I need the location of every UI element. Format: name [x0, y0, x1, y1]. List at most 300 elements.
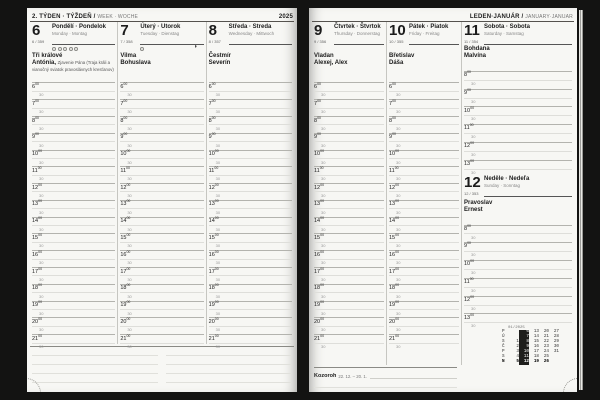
time-slot-8-30: 30 — [314, 117, 384, 125]
mini-calendar-day: 16 — [533, 344, 539, 350]
time-slot-21-00: $21^{00}$ — [120, 327, 203, 335]
time-slot-13-30: 30 — [314, 201, 384, 209]
school-holiday-marks — [140, 47, 144, 51]
time-slot-21-30: 30 — [209, 335, 292, 343]
nameday-sk: Dáša — [389, 60, 404, 66]
mini-calendar-day: 20 — [543, 329, 549, 335]
holiday-circle-mark — [52, 47, 56, 51]
day-of-year: 12 / 353 — [464, 190, 479, 196]
mini-calendar-row: N 5 12 19 26 — [502, 360, 568, 365]
nameday-block — [389, 53, 459, 74]
holiday-circle-mark — [140, 47, 144, 51]
mini-calendar-day: 29 — [553, 339, 559, 345]
mini-calendar-day: 12 — [519, 360, 529, 365]
time-slot-9-00: $9^{00}$ — [464, 234, 572, 243]
day-number: 8 — [208, 22, 217, 39]
notes-lines-left — [32, 347, 158, 383]
holiday-circle-mark — [63, 47, 67, 51]
day-of-year: 6 / 359 — [32, 39, 45, 44]
time-slot-9-30: 30 — [464, 90, 572, 99]
mini-calendar-row: P 3 10 17 24 31 — [502, 349, 559, 354]
day-name-en-de: Saturday · Samstag — [484, 31, 524, 36]
time-slot-18-00: $18^{00}$ — [209, 276, 292, 284]
time-slot-21-30: 30 — [389, 335, 459, 343]
time-slot-13-00: $13^{00}$ — [209, 192, 292, 200]
time-slot-7-30: 30 — [314, 100, 384, 108]
time-slot-21-00: $21^{00}$ — [314, 327, 384, 335]
time-slot-17-30: 30 — [389, 268, 459, 276]
day-name-cs-sk: Neděle · Nedeľa — [484, 175, 530, 182]
time-slot-10-30: 30 — [120, 151, 203, 159]
month-label: LEDEN·JANUÁR / JANUARY·JANUAR — [469, 14, 573, 20]
mini-calendar-day: 13 — [533, 329, 539, 335]
mini-calendar-row: Ú 7 14 21 28 — [502, 334, 559, 340]
nameday-cz: Vilma — [120, 53, 137, 59]
mini-calendar-day: 6 — [519, 330, 529, 335]
time-slot-11-30: 30 — [464, 279, 572, 288]
right-page-header — [309, 8, 577, 21]
time-slot-17-00: $17^{00}$ — [389, 260, 459, 268]
week-label: 2. TÝDEN · TÝŽDEŇ / WEEK · WOCHE — [32, 14, 139, 20]
time-slot-10-30: 30 — [32, 151, 115, 159]
mini-calendar-grid — [502, 330, 568, 364]
time-slot-16-30: 30 — [120, 251, 203, 259]
time-slot-19-30: 30 — [32, 302, 115, 310]
time-slot-15-30: 30 — [120, 234, 203, 242]
mini-calendar-day: 11 — [519, 355, 529, 360]
mini-calendar-day: 3 — [516, 349, 519, 354]
time-slot-19-30: 30 — [120, 302, 203, 310]
time-slot-11-00: $11^{00}$ — [314, 159, 384, 167]
time-slot-14-00: $14^{00}$ — [314, 209, 384, 217]
day-name-cs-sk: Čtvrtek · Štvrtok — [334, 24, 381, 30]
time-slot-12-30: 30 — [314, 184, 384, 192]
time-slot-15-00: $15^{00}$ — [209, 226, 292, 234]
time-slot-18-30: 30 — [314, 285, 384, 293]
time-slot-19-30: 30 — [314, 302, 384, 310]
day-name-cs-sk: Pátek · Piatok — [409, 24, 449, 30]
mini-calendar-day: 24 — [543, 349, 549, 354]
mini-calendar-day: 5 — [516, 358, 519, 364]
day-of-year: 11 / 354 — [464, 39, 479, 44]
time-slot-8-30: 30 — [464, 226, 572, 235]
day-header — [32, 23, 115, 45]
time-slot-10-00: $10^{00}$ — [464, 99, 572, 108]
time-slot-7-00: $7^{00}$ — [120, 92, 203, 100]
time-slot-15-00: $15^{00}$ — [389, 226, 459, 234]
holiday-circle-mark — [69, 47, 73, 51]
time-grid — [314, 75, 384, 350]
day-header — [120, 23, 203, 45]
time-slot-11-30: 30 — [464, 125, 572, 134]
time-slot-10-00: $10^{00}$ — [389, 142, 459, 150]
time-slot-11-00: $11^{00}$ — [209, 159, 292, 167]
day-column-wednesday — [207, 22, 294, 350]
time-slot-17-30: 30 — [209, 268, 292, 276]
time-slot-16-30: 30 — [32, 251, 115, 259]
time-slot-13-00: $13^{00}$ — [389, 192, 459, 200]
mini-calendar-day: 22 — [543, 339, 549, 345]
holiday-name-cz: Tři králové — [32, 53, 63, 59]
day-name-cs-sk: Úterý · Utorok — [140, 24, 181, 30]
time-slot-20-00: $20^{00}$ — [120, 310, 203, 318]
time-slot-13-30: 30 — [209, 201, 292, 209]
day-name-cs-sk: Sobota · Sobota — [484, 24, 530, 30]
time-slot-13-00: $13^{00}$ — [120, 192, 203, 200]
time-slot-13-30: 30 — [120, 201, 203, 209]
time-slot-13-00: $13^{00}$ — [32, 192, 115, 200]
time-slot-11-30: 30 — [209, 167, 292, 175]
time-slot-17-00: $17^{00}$ — [209, 260, 292, 268]
time-slot-9-00: $9^{00}$ — [389, 125, 459, 133]
time-slot-15-30: 30 — [389, 234, 459, 242]
time-slot-10-30: 30 — [209, 151, 292, 159]
day-of-year: 7 / 358 — [120, 39, 133, 44]
time-slot-14-00: $14^{00}$ — [32, 209, 115, 217]
left-columns — [30, 21, 294, 350]
nameday-cz: Vladan — [314, 53, 334, 59]
time-slot-15-00: $15^{00}$ — [32, 226, 115, 234]
nameday-sk: Ernest — [464, 206, 483, 213]
day-name-cs-sk: Pondělí · Pondelok — [52, 24, 107, 30]
time-slot-12-00: $12^{00}$ — [464, 134, 572, 143]
mini-calendar-row: P 6 13 20 27 — [502, 329, 559, 335]
mini-calendar-day: 18 — [533, 353, 539, 359]
left-page — [27, 8, 297, 392]
mini-calendar-empty — [549, 360, 559, 365]
time-slot-10-00: $10^{00}$ — [120, 142, 203, 150]
time-slot-17-30: 30 — [32, 268, 115, 276]
time-slot-8-00: $8^{00}$ — [464, 217, 572, 226]
time-slot-8-00: $8^{00}$ — [389, 109, 459, 117]
time-grid — [120, 75, 203, 350]
time-slot-19-30: 30 — [389, 302, 459, 310]
right-page — [309, 8, 577, 392]
time-slot-11-30: 30 — [314, 167, 384, 175]
time-slot-20-00: $20^{00}$ — [32, 310, 115, 318]
time-slot-18-30: 30 — [389, 285, 459, 293]
time-slot-10-30: 30 — [389, 151, 459, 159]
time-slot-18-00: $18^{00}$ — [32, 276, 115, 284]
day-number: 6 — [32, 22, 41, 39]
tear-off-corner-mark — [563, 378, 577, 392]
day-number: 10 — [389, 22, 406, 39]
time-slot-18-30: 30 — [209, 285, 292, 293]
day-name-en-de: Monday · Montag — [52, 31, 88, 36]
time-slot-8-30: 30 — [389, 117, 459, 125]
time-slot-16-30: 30 — [209, 251, 292, 259]
nameday-sk: Antónia, — [32, 60, 56, 66]
time-slot-15-30: 30 — [32, 234, 115, 242]
day-header-sunday — [464, 175, 572, 197]
time-slot-14-30: 30 — [120, 218, 203, 226]
time-slot-8-30: 30 — [209, 117, 292, 125]
time-slot-9-00: $9^{00}$ — [464, 81, 572, 90]
day-of-year: 9 / 356 — [314, 39, 327, 44]
time-slot-16-30: 30 — [314, 251, 384, 259]
left-page-header — [27, 8, 297, 21]
mini-calendar-title: 01/2025 — [508, 326, 525, 331]
day-number: 11 — [464, 22, 480, 39]
time-slot-6-00: $6^{00}$ — [120, 75, 203, 83]
time-slot-9-00: $9^{00}$ — [32, 125, 115, 133]
holiday-note-sk: Zjavenie Pána (Traja králi a vianočný sviatok pravoslávnych kresťanov) — [32, 60, 114, 72]
notes-lines-right — [166, 347, 292, 383]
time-slot-20-30: 30 — [314, 318, 384, 326]
time-slot-8-00: $8^{00}$ — [314, 109, 384, 117]
day-name-cs-sk: Středa · Streda — [228, 24, 272, 30]
right-columns — [312, 21, 574, 379]
time-slot-9-30: 30 — [209, 134, 292, 142]
time-slot-16-00: $16^{00}$ — [389, 243, 459, 251]
time-slot-7-00: $7^{00}$ — [389, 92, 459, 100]
holiday-circle-mark — [58, 47, 62, 51]
time-slot-6-00: $6^{00}$ — [314, 75, 384, 83]
mini-calendar-day: 31 — [553, 349, 559, 354]
time-slot-16-00: $16^{00}$ — [314, 243, 384, 251]
time-slot-8-30: 30 — [120, 117, 203, 125]
time-slot-12-00: $12^{00}$ — [389, 176, 459, 184]
day-column-thursday — [312, 22, 387, 379]
time-slot-12-00: $12^{00}$ — [209, 176, 292, 184]
time-slot-19-00: $19^{00}$ — [32, 293, 115, 301]
time-slot-21-00: $21^{00}$ — [209, 327, 292, 335]
day-header-saturday — [464, 23, 572, 45]
nameday-cz: Bohdana — [464, 46, 490, 52]
time-slot-9-30: 30 — [389, 134, 459, 142]
time-slot-7-30: 30 — [32, 100, 115, 108]
time-slot-19-00: $19^{00}$ — [209, 293, 292, 301]
mini-calendar-day: 23 — [543, 344, 549, 350]
mini-calendar-day: 2 — [516, 344, 519, 350]
day-of-year: 10 / 355 — [389, 39, 404, 44]
nameday-sk: Bohuslava — [120, 60, 151, 66]
mini-month-calendar — [502, 326, 568, 364]
left-notes-section — [30, 346, 294, 383]
nameday-block — [464, 46, 572, 62]
time-slot-13-30: 30 — [389, 201, 459, 209]
time-slot-16-00: $16^{00}$ — [209, 243, 292, 251]
day-number: 9 — [314, 22, 323, 39]
time-slot-21-00: $21^{00}$ — [32, 327, 115, 335]
mini-calendar-day: 10 — [519, 350, 529, 355]
day-column-weekend — [462, 22, 574, 365]
time-slot-9-00: $9^{00}$ — [314, 125, 384, 133]
mini-calendar-day: 4 — [516, 353, 519, 359]
mini-calendar-day: 15 — [533, 339, 539, 345]
nameday-cz: Čestmír — [208, 53, 231, 59]
time-slot-6-30: 30 — [120, 83, 203, 91]
school-holiday-marks — [52, 47, 78, 51]
time-slot-13-30: 30 — [32, 201, 115, 209]
time-slot-20-00: $20^{00}$ — [314, 310, 384, 318]
nameday-sk: Severín — [208, 60, 231, 66]
time-grid — [32, 75, 115, 350]
zodiac-dates: 22. 12. – 20. 1. — [338, 373, 367, 379]
time-slot-21-30: 30 — [314, 335, 384, 343]
time-slot-17-00: $17^{00}$ — [32, 260, 115, 268]
time-slot-7-30: 30 — [120, 100, 203, 108]
time-slot-17-30: 30 — [314, 268, 384, 276]
time-slot-9-30: 30 — [120, 134, 203, 142]
time-slot-10-00: $10^{00}$ — [209, 142, 292, 150]
time-slot-17-00: $17^{00}$ — [314, 260, 384, 268]
mini-calendar-day: 1 — [516, 339, 519, 345]
time-slot-19-00: $19^{00}$ — [120, 293, 203, 301]
time-slot-6-30: 30 — [209, 83, 292, 91]
time-slot-9-30: 30 — [314, 134, 384, 142]
time-slot-12-30: 30 — [209, 184, 292, 192]
time-slot-9-00: $9^{00}$ — [209, 125, 292, 133]
time-slot-7-00: $7^{00}$ — [32, 92, 115, 100]
day-number: 12 — [464, 173, 481, 191]
time-grid — [389, 75, 459, 350]
day-name-en-de: Friday · Freitag — [409, 31, 440, 36]
year-label: 2025 — [278, 14, 293, 20]
mini-calendar-row: S 4 11 18 25 — [502, 355, 568, 360]
time-slot-20-30: 30 — [32, 318, 115, 326]
time-slot-7-00: $7^{00}$ — [314, 92, 384, 100]
time-slot-16-00: $16^{00}$ — [120, 243, 203, 251]
day-of-year: 8 / 357 — [208, 39, 221, 44]
time-slot-20-00: $20^{00}$ — [389, 310, 459, 318]
mini-calendar-row: S 1 8 15 22 29 — [502, 339, 559, 345]
time-slot-14-30: 30 — [314, 218, 384, 226]
time-slot-20-00: $20^{00}$ — [209, 310, 292, 318]
time-slot-10-30: 30 — [464, 107, 572, 116]
day-name-en-de: Tuesday · Dienstag — [140, 31, 180, 36]
mini-calendar-day: 7 — [519, 335, 529, 340]
time-slot-14-00: $14^{00}$ — [120, 209, 203, 217]
time-slot-18-00: $18^{00}$ — [314, 276, 384, 284]
time-slot-18-00: $18^{00}$ — [120, 276, 203, 284]
time-slot-12-30: 30 — [32, 184, 115, 192]
time-slot-18-30: 30 — [120, 285, 203, 293]
time-slot-15-00: $15^{00}$ — [314, 226, 384, 234]
day-column-monday — [30, 22, 118, 350]
day-column-friday — [387, 22, 462, 365]
time-slot-11-00: $11^{00}$ — [389, 159, 459, 167]
time-slot-11-30: 30 — [389, 167, 459, 175]
time-slot-8-00: $8^{00}$ — [209, 109, 292, 117]
nameday-block — [314, 53, 384, 74]
time-slot-11-00: $11^{00}$ — [120, 159, 203, 167]
time-slot-19-00: $19^{00}$ — [389, 293, 459, 301]
time-slot-20-30: 30 — [120, 318, 203, 326]
time-slot-14-30: 30 — [389, 218, 459, 226]
mini-calendar-day: 17 — [533, 349, 539, 354]
nameday-cz: Břetislav — [389, 53, 415, 59]
time-slot-21-00: $21^{00}$ — [389, 327, 459, 335]
nameday-block — [464, 200, 572, 216]
day-header — [389, 23, 459, 45]
time-slot-10-00: $10^{00}$ — [32, 142, 115, 150]
time-slot-9-30: 30 — [32, 134, 115, 142]
mini-calendar-row: Č 2 9 16 23 30 — [502, 344, 559, 350]
time-slot-7-30: 30 — [389, 100, 459, 108]
time-slot-10-00: $10^{00}$ — [464, 252, 572, 261]
time-slot-6-00: $6^{00}$ — [389, 75, 459, 83]
time-slot-13-00: $13^{00}$ — [314, 192, 384, 200]
time-slot-12-30: 30 — [120, 184, 203, 192]
time-slot-7-30: 30 — [209, 100, 292, 108]
time-slot-9-00: $9^{00}$ — [120, 125, 203, 133]
nameday-block — [32, 53, 115, 74]
zodiac-section — [314, 367, 457, 392]
time-slot-20-30: 30 — [389, 318, 459, 326]
time-slot-17-30: 30 — [120, 268, 203, 276]
day-number: 7 — [120, 22, 129, 39]
time-slot-11-30: 30 — [120, 167, 203, 175]
time-slot-9-30: 30 — [464, 243, 572, 252]
time-slot-20-30: 30 — [209, 318, 292, 326]
time-slot-7-00: $7^{00}$ — [209, 92, 292, 100]
time-slot-12-30: 30 — [464, 143, 572, 152]
nameday-sk: Malvína — [464, 53, 487, 59]
time-slot-8-30: 30 — [32, 117, 115, 125]
time-slot-21-30: 30 — [32, 335, 115, 343]
time-slot-8-00: $8^{00}$ — [120, 109, 203, 117]
time-slot-8-30: 30 — [464, 72, 572, 81]
time-slot-12-30: 30 — [389, 184, 459, 192]
time-slot-12-00: $12^{00}$ — [32, 176, 115, 184]
time-slot-15-30: 30 — [314, 234, 384, 242]
time-slot-10-30: 30 — [464, 261, 572, 270]
mini-calendar-day: 8 — [519, 340, 529, 345]
mini-calendar-day: 21 — [543, 334, 549, 340]
time-slot-12-00: $12^{00}$ — [464, 288, 572, 297]
time-slot-14-00: $14^{00}$ — [209, 209, 292, 217]
time-slot-11-30: 30 — [32, 167, 115, 175]
time-slot-13-30: 30 — [464, 314, 572, 323]
time-slot-13-30: 30 — [464, 161, 572, 170]
time-slot-11-00: $11^{00}$ — [32, 159, 115, 167]
day-column-tuesday — [118, 22, 206, 350]
mini-calendar-day: 14 — [533, 334, 539, 340]
first-quarter-moon-icon: ◗ — [194, 44, 198, 50]
time-grid-saturday — [464, 63, 572, 175]
time-slot-6-30: 30 — [314, 83, 384, 91]
day-name-en-de: Wednesday · Mittwoch — [228, 31, 275, 36]
time-slot-13-00: $13^{00}$ — [464, 306, 572, 315]
time-slot-16-30: 30 — [389, 251, 459, 259]
holiday-circle-mark — [74, 47, 78, 51]
day-name-en-de: Thursday · Donnerstag — [334, 31, 381, 36]
zodiac-name: Kozoroh — [314, 372, 337, 379]
mini-calendar-day: 9 — [519, 345, 529, 350]
time-slot-11-00: $11^{00}$ — [464, 270, 572, 279]
time-slot-11-00: $11^{00}$ — [464, 116, 572, 125]
time-slot-12-00: $12^{00}$ — [120, 176, 203, 184]
mini-calendar-day: 27 — [553, 329, 559, 335]
time-slot-12-00: $12^{00}$ — [314, 176, 384, 184]
time-slot-10-30: 30 — [314, 151, 384, 159]
time-slot-14-30: 30 — [32, 218, 115, 226]
time-slot-6-30: 30 — [389, 83, 459, 91]
time-slot-18-00: $18^{00}$ — [389, 276, 459, 284]
time-slot-8-00: $8^{00}$ — [464, 63, 572, 72]
nameday-block — [209, 53, 292, 74]
day-header — [209, 23, 292, 45]
time-slot-13-00: $13^{00}$ — [464, 152, 572, 161]
time-slot-8-00: $8^{00}$ — [32, 109, 115, 117]
day-header — [314, 23, 384, 45]
page-stack-edge — [579, 10, 583, 390]
time-grid — [208, 75, 292, 350]
time-slot-12-30: 30 — [464, 297, 572, 306]
mini-calendar-day: 19 — [533, 358, 539, 364]
mini-calendar-day: 26 — [543, 358, 549, 364]
